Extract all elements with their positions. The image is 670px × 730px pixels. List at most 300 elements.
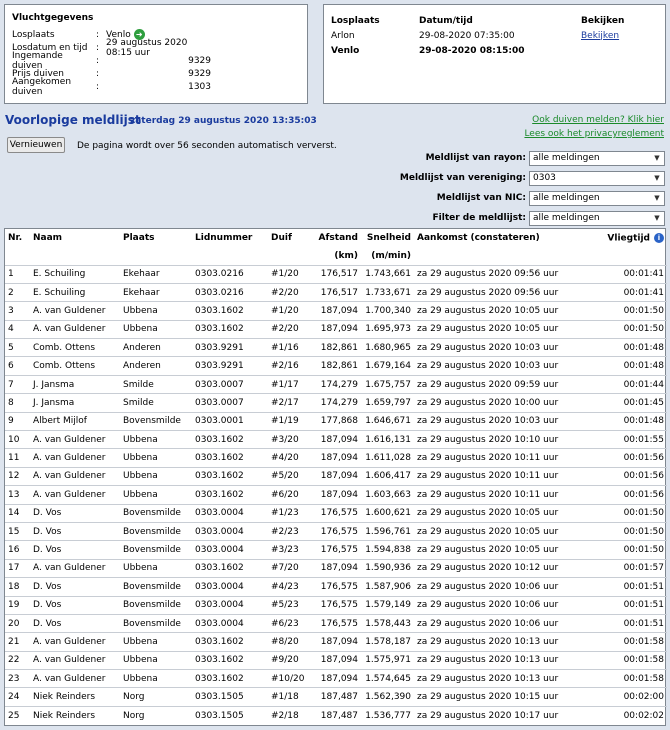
cell-nr: 14	[8, 508, 20, 519]
flight-info-row	[12, 76, 300, 97]
cell-naam: A. van Guldener	[33, 324, 106, 335]
cell-nr: 15	[8, 526, 20, 537]
cell-plaats: Ubbena	[123, 453, 158, 464]
cell-aankomst: za 29 augustus 2020 10:06 uur	[417, 600, 559, 611]
cell-vliegtijd: 00:01:58	[623, 637, 664, 647]
table-row	[5, 596, 667, 614]
cell-afstand: 187,094	[320, 673, 358, 684]
cell-lidnummer: 0303.1602	[195, 434, 244, 445]
cell-afstand: 187,094	[320, 637, 358, 647]
cell-plaats: Ubbena	[123, 489, 158, 500]
cell-vliegtijd: 00:01:51	[623, 618, 664, 629]
cell-plaats: Ekehaar	[123, 287, 160, 298]
cell-afstand: 177,868	[320, 416, 358, 427]
table-row	[5, 633, 667, 651]
cell-vliegtijd: 00:01:44	[623, 379, 664, 390]
cell-aankomst: za 29 augustus 2020 10:05 uur	[417, 545, 559, 556]
cell-lidnummer: 0303.0004	[195, 581, 244, 592]
cell-lidnummer: 0303.1602	[195, 453, 244, 464]
cell-snelheid: 1.578,443	[365, 618, 411, 629]
cell-naam: Niek Reinders	[33, 692, 96, 703]
cell-snelheid: 1.574,645	[365, 673, 411, 684]
cell-afstand: 174,279	[320, 397, 358, 408]
cell-duif: #2/17	[271, 397, 299, 408]
cell-snelheid: 1.616,131	[365, 434, 411, 445]
cell-nr: 16	[8, 545, 20, 556]
cell-duif: #5/23	[271, 600, 299, 611]
cell-vliegtijd: 00:01:48	[623, 342, 664, 353]
chevron-down-icon: ▼	[654, 194, 660, 202]
cell-naam: E. Schuiling	[33, 269, 86, 280]
cell-nr: 9	[8, 416, 14, 427]
cell-duif: #3/20	[271, 434, 299, 445]
table-row	[5, 265, 667, 283]
cell-vliegtijd: 00:01:50	[623, 526, 664, 537]
cell-lidnummer: 0303.0004	[195, 508, 244, 519]
release-place: Arlon	[331, 30, 355, 41]
release-panel	[323, 4, 666, 104]
refresh-countdown-text: De pagina wordt over 56 seconden automatisch ververst.	[77, 141, 337, 151]
cell-lidnummer: 0303.1602	[195, 324, 244, 335]
cell-naam: D. Vos	[33, 600, 62, 611]
cell-snelheid: 1.675,757	[365, 379, 411, 390]
cell-lidnummer: 0303.1602	[195, 305, 244, 316]
release-datetime: 29-08-2020 08:15:00	[419, 45, 525, 56]
cell-afstand: 176,517	[320, 269, 358, 280]
cell-afstand: 187,094	[320, 453, 358, 464]
col-header-vliegtijd	[589, 229, 667, 247]
cell-lidnummer: 0303.0004	[195, 618, 244, 629]
cell-duif: #9/20	[271, 655, 299, 666]
table-header-units-row	[5, 247, 667, 265]
cell-plaats: Smilde	[123, 379, 154, 390]
flight-info-value	[106, 69, 211, 79]
cell-aankomst: za 29 augustus 2020 10:03 uur	[417, 361, 559, 372]
cell-snelheid: 1.596,761	[365, 526, 411, 537]
cell-naam: Niek Reinders	[33, 710, 96, 721]
filter-nic-value: alle meldingen	[533, 193, 600, 203]
cell-naam: A. van Guldener	[33, 305, 106, 316]
cell-lidnummer: 0303.1602	[195, 563, 244, 574]
cell-nr: 4	[8, 324, 14, 335]
cell-vliegtijd: 00:01:41	[623, 287, 664, 298]
flight-info-value	[106, 82, 211, 92]
flight-info-separator: :	[96, 42, 100, 53]
cell-lidnummer: 0303.0004	[195, 545, 244, 556]
cell-snelheid: 1.578,187	[365, 637, 411, 647]
table-row	[5, 357, 667, 375]
table-row	[5, 578, 667, 596]
table-row	[5, 522, 667, 540]
cell-nr: 3	[8, 305, 14, 316]
table-row	[5, 449, 667, 467]
cell-snelheid: 1.594,838	[365, 545, 411, 556]
cell-lidnummer: 0303.1602	[195, 489, 244, 500]
cell-plaats: Bovensmilde	[123, 618, 181, 629]
cell-aankomst: za 29 augustus 2020 09:56 uur	[417, 287, 559, 298]
cell-naam: D. Vos	[33, 508, 62, 519]
table-row	[5, 504, 667, 522]
cell-duif: #1/16	[271, 342, 299, 353]
release-row	[331, 43, 658, 58]
cell-naam: A. van Guldener	[33, 655, 106, 666]
cell-duif: #6/23	[271, 618, 299, 629]
cell-nr: 23	[8, 673, 20, 684]
filter-vereniging	[400, 170, 665, 186]
table-row	[5, 394, 667, 412]
cell-snelheid: 1.600,621	[365, 508, 411, 519]
results-table-panel	[4, 228, 666, 726]
table-row	[5, 339, 667, 357]
filter-nic-select[interactable]	[529, 191, 665, 206]
cell-vliegtijd: 00:01:51	[623, 581, 664, 592]
cell-plaats: Ekehaar	[123, 269, 160, 280]
cell-aankomst: za 29 augustus 2020 10:17 uur	[417, 710, 559, 721]
cell-nr: 10	[8, 434, 20, 445]
cell-afstand: 176,575	[320, 508, 358, 519]
filter-nic	[437, 190, 665, 206]
cell-plaats: Norg	[123, 710, 145, 721]
cell-vliegtijd: 00:01:56	[623, 453, 664, 464]
cell-snelheid: 1.680,965	[365, 342, 411, 353]
cell-naam: E. Schuiling	[33, 287, 86, 298]
cell-vliegtijd: 00:01:50	[623, 324, 664, 335]
cell-plaats: Ubbena	[123, 655, 158, 666]
cell-lidnummer: 0303.1505	[195, 692, 244, 703]
cell-duif: #1/19	[271, 416, 299, 427]
cell-lidnummer: 0303.1602	[195, 471, 244, 482]
cell-duif: #1/20	[271, 305, 299, 316]
filter-vereniging-value: 0303	[533, 173, 556, 183]
flight-info-separator: :	[96, 81, 100, 92]
cell-snelheid: 1.562,390	[365, 692, 411, 703]
flight-info-rows	[12, 28, 300, 97]
filter-vereniging-select[interactable]	[529, 171, 665, 186]
cell-naam: J. Jansma	[33, 379, 75, 390]
cell-aankomst: za 29 augustus 2020 10:03 uur	[417, 416, 559, 427]
cell-aankomst: za 29 augustus 2020 10:11 uur	[417, 489, 559, 500]
cell-afstand: 187,094	[320, 324, 358, 335]
release-header-row	[331, 13, 658, 28]
flight-info-row	[12, 50, 300, 71]
cell-duif: #3/23	[271, 545, 299, 556]
cell-afstand: 182,861	[320, 342, 358, 353]
results-table	[5, 229, 667, 725]
cell-plaats: Ubbena	[123, 324, 158, 335]
cell-vliegtijd: 00:01:48	[623, 416, 664, 427]
cell-vliegtijd: 00:01:45	[623, 397, 664, 408]
col-header-afstand: Afstand	[318, 233, 358, 243]
filter-list	[433, 210, 666, 226]
cell-snelheid: 1.700,340	[365, 305, 411, 316]
cell-vliegtijd: 00:02:00	[623, 692, 664, 703]
cell-nr: 12	[8, 471, 20, 482]
cell-aankomst: za 29 augustus 2020 09:56 uur	[417, 269, 559, 280]
cell-lidnummer: 0303.1602	[195, 637, 244, 647]
col-header-aankomst: Aankomst (constateren)	[417, 233, 540, 243]
table-row	[5, 688, 667, 706]
cell-naam: Albert Mijlof	[33, 416, 87, 427]
flight-info-value-text: 9329	[188, 55, 211, 66]
cell-nr: 20	[8, 618, 20, 629]
cell-nr: 17	[8, 563, 20, 574]
cell-plaats: Ubbena	[123, 563, 158, 574]
flight-info-value-text: 29 augustus 2020 08:15 uur	[106, 37, 188, 58]
cell-snelheid: 1.695,973	[365, 324, 411, 335]
col-header-snelheid: Snelheid	[366, 233, 411, 243]
cell-aankomst: za 29 augustus 2020 10:00 uur	[417, 397, 559, 408]
cell-nr: 11	[8, 453, 20, 464]
cell-afstand: 176,575	[320, 618, 358, 629]
cell-lidnummer: 0303.0004	[195, 600, 244, 611]
cell-lidnummer: 0303.9291	[195, 342, 244, 353]
col-header-plaats: Plaats	[123, 233, 155, 243]
arrow-right-circle-icon[interactable]: ➜	[134, 29, 145, 40]
cell-aankomst: za 29 augustus 2020 09:59 uur	[417, 379, 559, 390]
cell-afstand: 176,575	[320, 526, 358, 537]
table-row	[5, 467, 667, 485]
page-subtitle: zaterdag 29 augustus 2020 13:35:03	[130, 116, 317, 126]
flight-info-label: Ingemande duiven	[12, 50, 63, 71]
cell-snelheid: 1.606,417	[365, 471, 411, 482]
cell-lidnummer: 0303.9291	[195, 361, 244, 372]
cell-nr: 18	[8, 581, 20, 592]
cell-duif: #1/17	[271, 379, 299, 390]
info-icon[interactable]: i	[654, 233, 664, 243]
cell-duif: #4/20	[271, 453, 299, 464]
cell-aankomst: za 29 augustus 2020 10:13 uur	[417, 637, 559, 647]
cell-vliegtijd: 00:01:50	[623, 508, 664, 519]
cell-afstand: 187,094	[320, 655, 358, 666]
cell-snelheid: 1.733,671	[365, 287, 411, 298]
cell-plaats: Norg	[123, 692, 145, 703]
table-row	[5, 431, 667, 449]
cell-naam: A. van Guldener	[33, 453, 106, 464]
cell-aankomst: za 29 augustus 2020 10:10 uur	[417, 434, 559, 445]
cell-naam: Comb. Ottens	[33, 361, 96, 372]
cell-naam: A. van Guldener	[33, 673, 106, 684]
flight-info-value-text: 1303	[188, 81, 211, 92]
cell-snelheid: 1.611,028	[365, 453, 411, 464]
cell-snelheid: 1.743,661	[365, 269, 411, 280]
col-header-naam: Naam	[33, 233, 63, 243]
results-table-body	[5, 265, 667, 725]
cell-nr: 5	[8, 342, 14, 353]
filter-vereniging-label: Meldlijst van vereniging:	[399, 173, 526, 183]
flight-info-value-text: Venlo	[106, 30, 131, 40]
release-header-datetime: Datum/tijd	[419, 15, 473, 26]
col-unit-snelheid: (m/min)	[371, 250, 411, 261]
cell-snelheid: 1.587,906	[365, 581, 411, 592]
release-datetime: 29-08-2020 07:35:00	[419, 30, 515, 41]
report-pigeons-link[interactable]: Ook duiven melden? Klik hier	[532, 115, 664, 125]
cell-aankomst: za 29 augustus 2020 10:05 uur	[417, 508, 559, 519]
filter-list-value: alle meldingen	[533, 213, 600, 223]
cell-naam: D. Vos	[33, 618, 62, 629]
cell-naam: A. van Guldener	[33, 637, 106, 647]
cell-nr: 7	[8, 379, 14, 390]
cell-plaats: Bovensmilde	[123, 600, 181, 611]
cell-vliegtijd: 00:01:50	[623, 545, 664, 556]
cell-plaats: Anderen	[123, 361, 161, 372]
filter-list-label: Filter de meldlijst:	[432, 213, 526, 223]
cell-afstand: 182,861	[320, 361, 358, 372]
cell-lidnummer: 0303.0001	[195, 416, 244, 427]
table-row	[5, 706, 667, 724]
cell-aankomst: za 29 augustus 2020 10:11 uur	[417, 471, 559, 482]
cell-nr: 22	[8, 655, 20, 666]
cell-lidnummer: 0303.1602	[195, 655, 244, 666]
filter-list-select[interactable]	[529, 211, 665, 226]
cell-vliegtijd: 00:01:58	[623, 655, 664, 666]
cell-nr: 2	[8, 287, 14, 298]
flight-info-panel	[4, 4, 308, 104]
cell-naam: A. van Guldener	[33, 434, 106, 445]
table-row	[5, 283, 667, 301]
cell-afstand: 176,517	[320, 287, 358, 298]
cell-naam: J. Jansma	[33, 397, 75, 408]
cell-nr: 19	[8, 600, 20, 611]
cell-nr: 1	[8, 269, 14, 280]
cell-plaats: Ubbena	[123, 673, 158, 684]
cell-plaats: Bovensmilde	[123, 526, 181, 537]
filter-rayon-value: alle meldingen	[533, 153, 600, 163]
cell-snelheid: 1.536,777	[365, 710, 411, 721]
flight-info-separator: :	[96, 29, 100, 40]
cell-afstand: 176,575	[320, 581, 358, 592]
cell-vliegtijd: 00:01:58	[623, 673, 664, 684]
cell-naam: Comb. Ottens	[33, 342, 96, 353]
cell-naam: A. van Guldener	[33, 471, 106, 482]
cell-lidnummer: 0303.0004	[195, 526, 244, 537]
cell-duif: #2/20	[271, 287, 299, 298]
cell-duif: #8/20	[271, 637, 299, 647]
cell-duif: #2/16	[271, 361, 299, 372]
table-header-row	[5, 229, 667, 247]
cell-plaats: Bovensmilde	[123, 545, 181, 556]
filter-rayon-select[interactable]	[529, 151, 665, 166]
cell-duif: #5/20	[271, 471, 299, 482]
cell-lidnummer: 0303.1505	[195, 710, 244, 721]
flight-info-value	[106, 56, 211, 66]
cell-nr: 24	[8, 692, 20, 703]
table-row	[5, 651, 667, 669]
table-row	[5, 375, 667, 393]
cell-snelheid: 1.679,164	[365, 361, 411, 372]
flight-info-label: Losplaats	[12, 29, 55, 40]
flight-info-separator: :	[96, 55, 100, 66]
cell-afstand: 187,094	[320, 471, 358, 482]
cell-plaats: Ubbena	[123, 434, 158, 445]
flight-info-value-text: 9329	[188, 68, 211, 79]
col-header-duif: Duif	[271, 233, 292, 243]
cell-nr: 21	[8, 637, 20, 647]
table-row	[5, 302, 667, 320]
table-row	[5, 670, 667, 688]
flight-info-label: Prijs duiven	[12, 68, 65, 79]
cell-afstand: 187,094	[320, 563, 358, 574]
cell-vliegtijd: 00:01:48	[623, 361, 664, 372]
cell-duif: #2/23	[271, 526, 299, 537]
col-header-nr: Nr.	[8, 233, 23, 243]
cell-plaats: Smilde	[123, 397, 154, 408]
table-row	[5, 486, 667, 504]
cell-duif: #2/20	[271, 324, 299, 335]
cell-duif: #10/20	[271, 673, 305, 684]
cell-afstand: 187,487	[320, 710, 358, 721]
cell-aankomst: za 29 augustus 2020 10:13 uur	[417, 655, 559, 666]
page-title: Voorlopige meldlijst	[5, 113, 141, 127]
cell-snelheid: 1.590,936	[365, 563, 411, 574]
refresh-button[interactable]: Vernieuwen	[7, 137, 65, 153]
cell-naam: D. Vos	[33, 545, 62, 556]
chevron-down-icon: ▼	[654, 174, 660, 182]
filter-nic-label: Meldlijst van NIC:	[436, 193, 526, 203]
cell-aankomst: za 29 augustus 2020 10:03 uur	[417, 342, 559, 353]
cell-duif: #1/23	[271, 508, 299, 519]
cell-aankomst: za 29 augustus 2020 10:12 uur	[417, 563, 559, 574]
cell-nr: 8	[8, 397, 14, 408]
cell-vliegtijd: 00:01:55	[623, 434, 664, 445]
cell-afstand: 176,575	[320, 545, 358, 556]
col-unit-afstand: (km)	[334, 250, 358, 261]
cell-duif: #4/23	[271, 581, 299, 592]
cell-aankomst: za 29 augustus 2020 10:05 uur	[417, 324, 559, 335]
cell-aankomst: za 29 augustus 2020 10:15 uur	[417, 692, 559, 703]
cell-vliegtijd: 00:01:41	[623, 269, 664, 280]
cell-snelheid: 1.575,971	[365, 655, 411, 666]
cell-vliegtijd: 00:01:56	[623, 471, 664, 482]
cell-aankomst: za 29 augustus 2020 10:06 uur	[417, 581, 559, 592]
cell-nr: 13	[8, 489, 20, 500]
flight-info-label: Aangekomen duiven	[12, 76, 72, 97]
flight-info-value	[106, 38, 211, 58]
cell-naam: D. Vos	[33, 581, 62, 592]
cell-afstand: 187,094	[320, 489, 358, 500]
flight-info-title: Vluchtgegevens	[12, 13, 94, 23]
cell-duif: #1/18	[271, 692, 299, 703]
cell-duif: #7/20	[271, 563, 299, 574]
cell-naam: A. van Guldener	[33, 563, 106, 574]
cell-afstand: 187,487	[320, 692, 358, 703]
cell-duif: #6/20	[271, 489, 299, 500]
privacy-link[interactable]: Lees ook het privacyreglement	[524, 129, 664, 139]
cell-aankomst: za 29 augustus 2020 10:11 uur	[417, 453, 559, 464]
cell-plaats: Ubbena	[123, 471, 158, 482]
cell-snelheid: 1.579,149	[365, 600, 411, 611]
release-row	[331, 28, 658, 43]
view-release-link[interactable]: Bekijken	[581, 30, 620, 41]
table-row	[5, 412, 667, 430]
cell-vliegtijd: 00:02:02	[623, 710, 664, 721]
table-row	[5, 559, 667, 577]
cell-duif: #2/18	[271, 710, 299, 721]
cell-aankomst: za 29 augustus 2020 10:13 uur	[417, 673, 559, 684]
cell-duif: #1/20	[271, 269, 299, 280]
cell-snelheid: 1.646,671	[365, 416, 411, 427]
cell-snelheid: 1.659,797	[365, 397, 411, 408]
cell-plaats: Bovensmilde	[123, 581, 181, 592]
release-header-view: Bekijken	[581, 15, 625, 26]
cell-nr: 6	[8, 361, 14, 372]
flight-info-separator: :	[96, 68, 100, 79]
col-header-lidnummer: Lidnummer	[195, 233, 253, 243]
cell-vliegtijd: 00:01:51	[623, 600, 664, 611]
col-header-vliegtijd-label: Vliegtijd	[607, 233, 650, 244]
cell-afstand: 187,094	[320, 434, 358, 445]
release-place: Venlo	[331, 45, 360, 56]
cell-lidnummer: 0303.0216	[195, 269, 244, 280]
